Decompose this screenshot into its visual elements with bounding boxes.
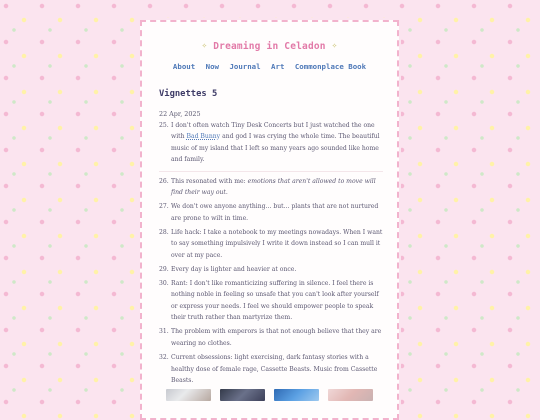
site-title[interactable] — [202, 41, 338, 52]
bad-bunny-link[interactable]: Bad Bunny — [186, 133, 221, 141]
gallery-image[interactable] — [166, 389, 211, 401]
list-item — [159, 120, 383, 166]
entry-number: 27. — [159, 203, 169, 211]
page-title: Vignettes 5 — [159, 89, 218, 99]
list-item — [159, 326, 383, 349]
entry-text: This resonated with me: — [171, 177, 248, 185]
entry-number: 26. — [159, 177, 169, 185]
site-header — [142, 22, 397, 71]
quote-text: emotions that aren't allowed to move will find their way out. — [171, 177, 376, 197]
entry-text: The problem with emperors is that not enough believe that they are wearing no clothes. — [171, 328, 382, 347]
nav-journal[interactable]: Journal — [229, 62, 261, 71]
entry-list — [159, 176, 383, 387]
sparkle-icon: ✧ — [201, 41, 208, 51]
entry-text: We don't owe anyone anything... but... plants that are not nurtured are prone to wilt in time. — [171, 203, 379, 222]
nav-now[interactable]: Now — [205, 62, 219, 71]
content-card — [140, 20, 399, 420]
list-item — [159, 278, 383, 324]
entry-text: Current obsessions: light exercising, dark fantasy stories with a healthy dose of female rage, Cassette Beasts. Music from Cassette Beasts. — [171, 354, 378, 384]
nav-art[interactable]: Art — [271, 62, 285, 71]
list-item — [159, 176, 383, 199]
entry-number: 29. — [159, 265, 169, 273]
gallery-image[interactable] — [328, 389, 373, 401]
list-item — [159, 227, 383, 261]
post-content — [142, 89, 397, 401]
main-nav — [142, 62, 397, 71]
sparkle-icon: ✧ — [331, 41, 338, 51]
entry-text: I don't often watch Tiny Desk Concerts but I just watched the one with — [171, 122, 375, 141]
list-item — [159, 352, 383, 386]
entry-number: 25. — [159, 122, 169, 129]
image-gallery — [166, 389, 383, 401]
entry-text: and god I was crying the whole time. The beautiful music of my island that I left so many years ago sounded like home and family. — [171, 133, 380, 164]
entry-number: 31. — [159, 328, 169, 336]
entry-list — [159, 120, 383, 166]
divider — [159, 171, 383, 172]
entry-number: 32. — [159, 354, 169, 362]
gallery-image[interactable] — [274, 389, 319, 401]
nav-commonplace-book[interactable]: Commonplace Book — [294, 62, 367, 71]
entry-number: 28. — [159, 228, 169, 236]
post-date: 22 Apr, 2025 — [159, 110, 201, 118]
entry-text: Life hack: I take a notebook to my meetings nowadays. When I want to say something impulsively I write it down instead so I can mull it over at my pace. — [171, 228, 383, 259]
nav-about[interactable]: About — [172, 62, 196, 71]
list-item — [159, 264, 383, 275]
list-item — [159, 201, 383, 224]
entry-number: 30. — [159, 280, 169, 288]
entry-text: Rant: I don't like romanticizing suffering in silence. I feel there is nothing noble in feeling so unsafe that you can't look after yourself or express your needs. I feel we should empower people to speak their truth rather than martyrize them. — [171, 280, 379, 322]
site-title-text[interactable]: Dreaming in Celadon — [213, 40, 326, 52]
gallery-image[interactable] — [220, 389, 265, 401]
entry-text: Every day is lighter and heavier at once. — [171, 265, 297, 273]
